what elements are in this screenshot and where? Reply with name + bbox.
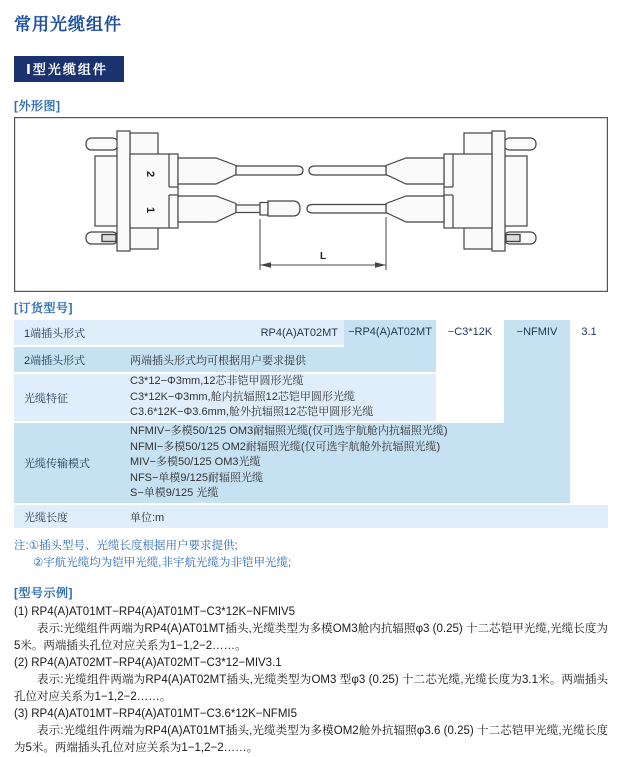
note-line-2: ②宇航光缆均为铠甲光缆,非宇航光缆为非铠甲光缆; (33, 557, 292, 569)
order-table (14, 320, 608, 528)
order-heading: [订货型号] (14, 301, 73, 315)
example-model: (2) RP4(A)AT02MT−RP4(A)AT02MT−C3*12−MIV3.1 (14, 657, 282, 669)
pin-label-1: 1 (144, 206, 157, 214)
example-model: (3) RP4(A)AT01MT−RP4(A)AT01MT−C3.6*12K−NFMI5 (14, 708, 298, 720)
row-label-plug2: 2端插头形式 (14, 347, 124, 374)
cable-feature-options (124, 374, 436, 423)
cable-assembly-drawing (14, 117, 608, 292)
outline-drawing-box (14, 117, 608, 292)
page-title: 常用光缆组件 (14, 15, 122, 34)
transmission-mode-option: MIV−多模50/125 OM3光缆 (130, 456, 261, 469)
transmission-mode-option: NFS−单模9/125耐辐照光缆 (130, 471, 263, 484)
pin-label-2: 2 (144, 170, 157, 178)
row-label-plug1: 1端插头形式 (14, 320, 124, 347)
dimension-label: L (319, 251, 327, 262)
example-model: (1) RP4(A)AT01MT−RP4(A)AT01MT−C3*12K−NFMIV5 (14, 606, 296, 618)
note-prefix: 注: (14, 540, 29, 552)
transmission-mode-option: NFMI−多模50/125 OM2耐辐照光缆(仅可选宇航舱外抗辐照光缆) (130, 440, 441, 453)
transmission-mode-options (124, 423, 504, 505)
section-badge: Ⅰ型光缆组件 (14, 56, 124, 82)
transmission-mode-option: S−单模9/125 光缆 (130, 487, 219, 500)
code-length: 3.1 (570, 320, 608, 505)
transmission-mode-option: NFMIV−多模50/125 OM3耐辐照光缆(仅可选宇航舱内抗辐照光缆) (130, 425, 448, 438)
outline-heading: [外形图] (14, 99, 61, 113)
example-description: 表示:光缆组件两端为RP4(A)AT01MT插头,光缆类型为多模OM2舱外抗辐照φ3.6 (0.25) 十二芯铠甲光缆,光缆长度为5米。两端插头孔位对应关系为1−1,2−2……。 (14, 725, 608, 754)
code-cable-type: −C3*12K (436, 320, 504, 423)
examples-section (14, 604, 608, 757)
examples-heading: [型号示例] (14, 586, 73, 600)
code-plug2: −RP4(A)AT02MT (344, 320, 436, 374)
row-label-cable-feature: 光缆特征 (14, 374, 124, 423)
cable-length-unit: 单位:m (124, 505, 608, 528)
plug2-note: 两端插头形式均可根据用户要求提供 (124, 347, 344, 374)
example-description: 表示:光缆组件两端为RP4(A)AT02MT插头,光缆类型为OM3 型φ3 (0.25) 十二芯光缆,光缆长度为3.1米。两端插头孔位对应关系为1−1,2−2……。 (14, 674, 608, 703)
model-root-code: RP4(A)AT02MT (124, 320, 344, 347)
code-transmission: −NFMIV (504, 320, 570, 505)
example-description: 表示:光缆组件两端为RP4(A)AT01MT插头,光缆类型为多模OM3舱内抗辐照φ3 (0.25) 十二芯铠甲光缆,光缆长度为5米。两端插头孔位对应关系为1−1,2−2……。 (14, 623, 608, 652)
cable-feature-option: C3*12K−Φ3mm,舱内抗辐照12芯铠甲圆形光缆 (130, 390, 355, 403)
notes (14, 538, 608, 572)
row-label-cable-length: 光缆长度 (14, 505, 124, 528)
cable-feature-option: C3.6*12K−Φ3.6mm,舱外抗辐照12芯铠甲圆形光缆 (130, 406, 374, 419)
note-line-1: 注:①插头型号、光缆长度根据用户要求提供; (14, 540, 238, 552)
cable-feature-option: C3*12−Φ3mm,12芯非铠甲圆形光缆 (130, 375, 304, 388)
row-label-transmission-mode: 光缆传输模式 (14, 423, 124, 505)
